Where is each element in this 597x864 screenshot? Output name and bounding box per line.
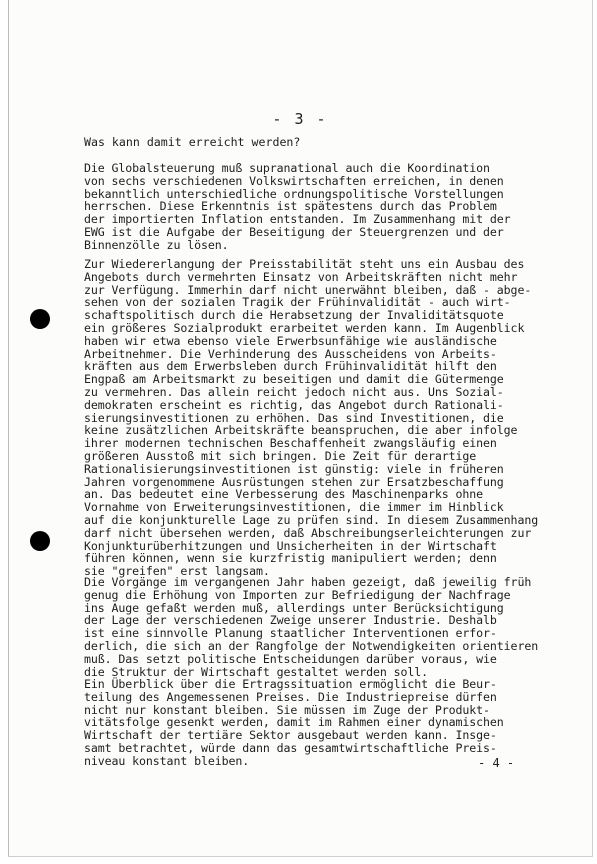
text-line: von sechs verschiedenen Volkswirtschaften erreichen, in denen (84, 173, 504, 188)
text-line: herrschen. Diese Erkenntnis ist spätestens durch das Problem (84, 199, 497, 214)
text-line: Zur Wiedererlangung der Preisstabilität steht uns ein Ausbau des (84, 257, 525, 271)
text-line: demokraten erscheint es richtig, das Angebot durch Rationali- (84, 397, 504, 412)
text-line: derlich, die sich an der Rangfolge der Notwendigkeiten orientieren (84, 638, 539, 653)
text-line: die Struktur der Wirtschaft gestaltet werden soll. (84, 664, 429, 679)
text-line: ins Auge gefaßt werden muß, allerdings unter Berücksichtigung (84, 600, 504, 615)
text-line: zu vermehren. Das allein reicht jedoch nicht aus. Uns Sozial- (84, 384, 504, 399)
text-line: Wirtschaft der tertiäre Sektor ausgebaut werden kann. Insge- (84, 728, 497, 743)
text-line: haben wir etwa ebenso viele Erwerbsunfähige wie ausländische (84, 333, 497, 348)
text-line: Ein Überblick über die Ertragssituation ermöglicht die Beur- (84, 677, 497, 691)
paragraph-3 (84, 576, 538, 678)
text-line: Vornahme von Erweiterungsinvestitionen, die immer im Hinblick (84, 500, 504, 515)
text-line: ist eine sinnvolle Planung staatlicher Interventionen erfor- (84, 626, 497, 641)
text-line: führen können, wenn sie kurzfristig manipuliert werden; denn (84, 551, 497, 566)
text-line: vitätsfolge gesenkt werden, damit im Rahmen einer dynamischen (84, 715, 504, 730)
text-line: größeren Ausstoß mit sich bringen. Die Zeit für derartige (84, 448, 477, 463)
text-line: Binnenzölle zu lösen. (84, 237, 229, 252)
text-line: muß. Das setzt politische Entscheidungen darüber voraus, wie (84, 651, 497, 666)
punch-hole-top (30, 309, 50, 329)
text-line: der Lage der verschiedenen Zweige unserer Industrie. Deshalb (84, 613, 497, 628)
text-line: sierungsinvestitionen zu erhöhen. Das sind Investitionen, die (84, 410, 504, 425)
text-line: Jahren vorgenommene Ausrüstungen stehen zur Ersatzbeschaffung (84, 474, 504, 489)
text-line: darf nicht übersehen werden, daß Abschreibungserleichterungen zur (84, 525, 532, 540)
text-line: samt betrachtet, würde dann das gesamtwirtschaftliche Preis- (84, 740, 497, 755)
text-line: Arbeitnehmer. Die Verhinderung des Ausscheidens von Arbeits- (84, 346, 497, 361)
text-line: ein größeres Sozialprodukt erarbeitet werden kann. Im Augenblick (84, 320, 525, 335)
section-heading: Was kann damit erreicht werden? (84, 135, 301, 149)
text-line: auf die konjunkturelle Lage zu prüfen sind. In diesem Zusammenhang (84, 512, 539, 527)
paragraph-1 (84, 162, 511, 252)
text-line: sie "greifen" erst langsam. (84, 564, 270, 579)
text-line: Angebots durch vermehrten Einsatz von Arbeitskräften nicht mehr (84, 269, 518, 284)
text-line: ihrer modernen technischen Beschaffenheit zwangsläufig einen (84, 436, 497, 451)
punch-hole-bottom (30, 531, 50, 551)
text-line: kräften aus dem Erwerbsleben durch Frühinvalidität hilft den (84, 359, 497, 374)
text-line: schaftspolitisch durch die Herabsetzung der Invaliditätsquote (84, 308, 504, 323)
text-line: Engpaß am Arbeitsmarkt zu beseitigen und damit die Gütermenge (84, 372, 504, 387)
text-line: bekanntlich unterschiedliche ordnungspolitische Vorstellungen (84, 186, 504, 201)
page-number: - 3 - (272, 110, 328, 128)
text-line: keine zusätzlichen Arbeitskräfte beanspruchen, die aber infolge (84, 423, 518, 438)
text-line: zur Verfügung. Immerhin darf nicht unerwähnt bleiben, daß - abge- (84, 282, 532, 297)
text-line: teilung des Angemessenen Preises. Die Industriepreise dürfen (84, 689, 497, 704)
text-line: nicht nur konstant bleiben. Sie müssen im Zuge der Produkt- (84, 702, 490, 717)
next-page-marker: - 4 - (478, 756, 515, 770)
text-line: Rationalisierungsinvestitionen ist günstig: viele in früheren (84, 461, 504, 476)
text-line: an. Das bedeutet eine Verbesserung des Maschinenparks ohne (84, 487, 484, 502)
text-line: EWG ist die Aufgabe der Beseitigung der Steuergrenzen und der (84, 224, 504, 239)
paragraph-4 (84, 678, 504, 768)
text-line: niveau konstant bleiben. (84, 753, 250, 768)
text-line: Konjunkturüberhitzungen und Unsicherheiten in der Wirtschaft (84, 538, 497, 553)
text-line: der importierten Inflation entstanden. Im Zusammenhang mit der (84, 212, 511, 227)
text-line: sehen von der sozialen Tragik der Frühinvalidität - auch wirt- (84, 295, 511, 310)
text-line: Die Globalsteuerung muß supranational auch die Koordination (84, 161, 490, 175)
text-line: genug die Erhöhung von Importen zur Befriedigung der Nachfrage (84, 587, 511, 602)
text-line: Die Vorgänge im vergangenen Jahr haben gezeigt, daß jeweilig früh (84, 575, 532, 589)
paragraph-2 (84, 258, 538, 578)
